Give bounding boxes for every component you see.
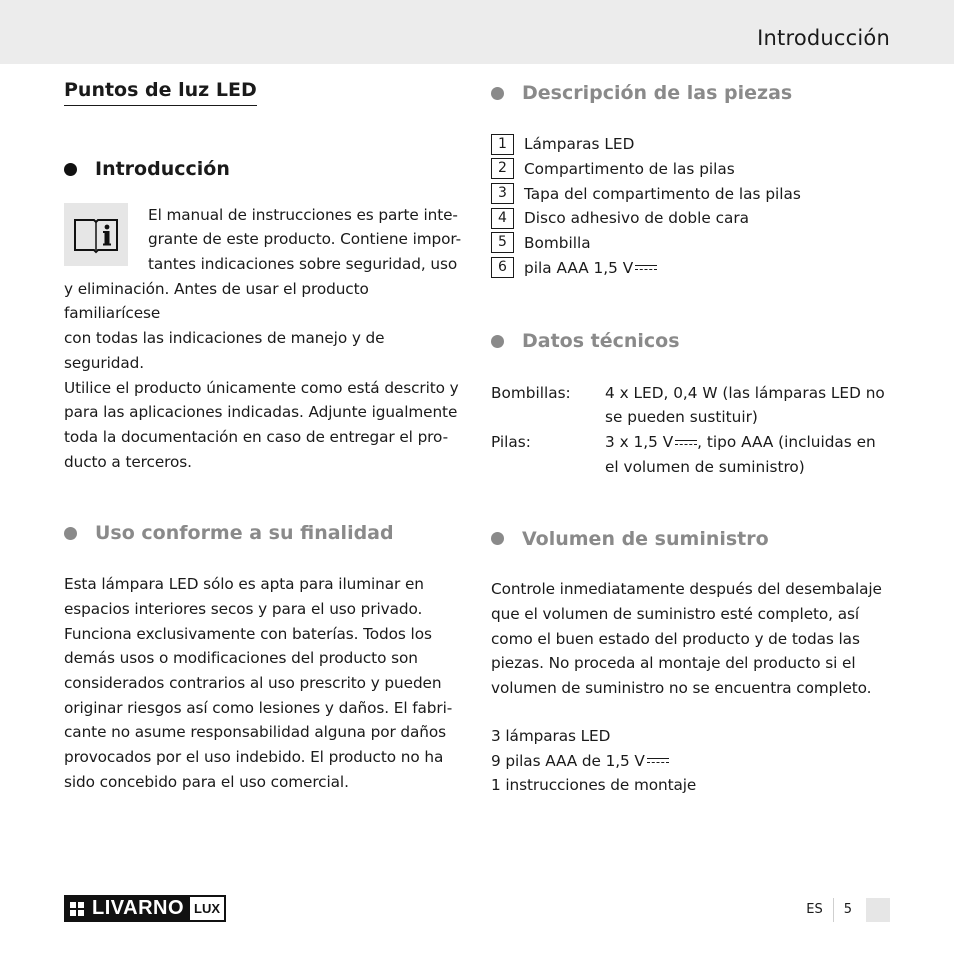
text-line: Funciona exclusivamente con baterías. Todos los (64, 624, 432, 643)
text-line: grante de este producto. Contiene impor- (148, 230, 462, 249)
part-label: Lámparas LED (524, 135, 635, 154)
tech-label: Pilas: (491, 433, 531, 452)
part-number: 6 (491, 257, 514, 278)
section-heading-descripcion (491, 82, 891, 105)
text-line: y eliminación. Antes de usar el producto familiarícese (64, 279, 369, 323)
text-line: volumen de suministro no se encuentra completo. (491, 679, 872, 698)
footer-tab-marker (866, 898, 890, 922)
text-line: Esta lámpara LED sólo es apta para iluminar en (64, 575, 424, 594)
dc-voltage-icon (647, 756, 669, 766)
tech-row-bulbs (491, 381, 891, 430)
section-heading-text: Datos técnicos (522, 329, 680, 352)
part-label: pila AAA 1,5 V (524, 258, 634, 277)
page-number: 5 (843, 902, 852, 917)
bullet-icon (64, 163, 77, 176)
tech-value (605, 381, 891, 430)
text-line: Utilice el producto únicamente como está descrito y (64, 378, 459, 397)
page-header-title: Introducción (757, 26, 890, 50)
text-line: El manual de instrucciones es parte inte- (148, 205, 458, 224)
bullet-icon (491, 532, 504, 545)
text-line: el volumen de suministro) (605, 457, 805, 476)
text-line: Controle inmediatamente después del desembalaje (491, 580, 882, 599)
text-line: , tipo AAA (incluidas en (697, 433, 876, 452)
text-line: originar riesgos así como lesiones y daños. El fabri- (64, 698, 453, 717)
part-label: Disco adhesivo de doble cara (524, 209, 750, 228)
part-number: 5 (491, 232, 514, 253)
text-line: ducto a terceros. (64, 452, 192, 471)
left-column (64, 80, 466, 795)
text-line: como el buen estado del producto y de todas las (491, 629, 860, 648)
section-heading-text: Descripción de las piezas (522, 82, 793, 104)
scope-item: 9 pilas AAA de 1,5 V (491, 751, 645, 770)
text-line: piezas. No proceda al montaje del producto si el (491, 654, 856, 673)
text-line: cante no asume responsabilidad alguna por daños (64, 723, 447, 742)
right-column (491, 80, 891, 798)
brand-logo (64, 895, 226, 922)
dc-voltage-icon (675, 438, 697, 448)
text-line: considerados contrarios al uso prescrito y pueden (64, 673, 442, 692)
language-code: ES (806, 898, 833, 922)
tech-row-batteries (491, 430, 891, 479)
text-line: sido concebido para el uso comercial. (64, 772, 349, 791)
logo-squares-icon (70, 902, 84, 916)
part-row (491, 132, 891, 157)
part-label: Tapa del compartimento de las pilas (524, 184, 801, 203)
intended-use-paragraph (64, 572, 466, 794)
text-line: demás usos o modificaciones del producto son (64, 649, 418, 668)
part-number: 4 (491, 208, 514, 229)
parts-list (491, 132, 891, 280)
part-row (491, 231, 891, 256)
product-title: Puntos de luz LED (64, 80, 257, 106)
page-footer (806, 898, 890, 922)
part-row (491, 181, 891, 206)
section-heading-text: Volumen de suministro (522, 527, 769, 550)
logo-text: LIVARNO (92, 897, 185, 919)
text-line: para las aplicaciones indicadas. Adjunte igualmente (64, 403, 458, 422)
part-number: 3 (491, 183, 514, 204)
section-heading-introduccion (64, 158, 466, 181)
tech-value (605, 430, 891, 479)
scope-items (491, 724, 891, 798)
text-line: tantes indicaciones sobre seguridad, uso (148, 255, 458, 274)
section-heading-datos-tecnicos (491, 330, 891, 353)
scope-item: 1 instrucciones de montaje (491, 776, 697, 795)
bullet-icon (491, 335, 504, 348)
tech-label: Bombillas: (491, 383, 571, 402)
scope-paragraph (491, 577, 891, 701)
part-row (491, 156, 891, 181)
bullet-icon (64, 527, 77, 540)
part-row (491, 255, 891, 280)
text-line: se pueden sustituir) (605, 408, 758, 427)
text-line: que el volumen de suministro esté completo, así (491, 605, 859, 624)
text-line: toda la documentación en caso de entregar el pro- (64, 427, 448, 446)
part-label: Bombilla (524, 233, 591, 252)
text-line: con todas las indicaciones de manejo y de seguridad. (64, 329, 385, 372)
intro-block (64, 203, 466, 475)
part-number: 2 (491, 158, 514, 179)
text-line: 3 x 1,5 V (605, 433, 674, 452)
part-label: Compartimento de las pilas (524, 159, 735, 178)
logo-lux: LUX (190, 895, 226, 922)
logo-main (64, 895, 190, 922)
bullet-icon (491, 87, 504, 100)
scope-item: 3 lámparas LED (491, 726, 611, 745)
section-heading-uso-conforme (64, 522, 466, 545)
part-number: 1 (491, 134, 514, 155)
section-heading-text: Uso conforme a su finalidad (95, 522, 394, 545)
section-heading-volumen (491, 528, 891, 551)
section-heading-text: Introducción (95, 157, 230, 180)
text-line: 4 x LED, 0,4 W (las lámparas LED no (605, 383, 885, 402)
tech-data (491, 381, 891, 480)
text-line: espacios interiores secos y para el uso privado. (64, 599, 423, 618)
manual-info-icon (64, 203, 128, 266)
header-band (0, 0, 954, 64)
text-line: provocados por el uso indebido. El producto no ha (64, 748, 444, 767)
dc-voltage-icon (635, 263, 657, 273)
part-row (491, 206, 891, 231)
